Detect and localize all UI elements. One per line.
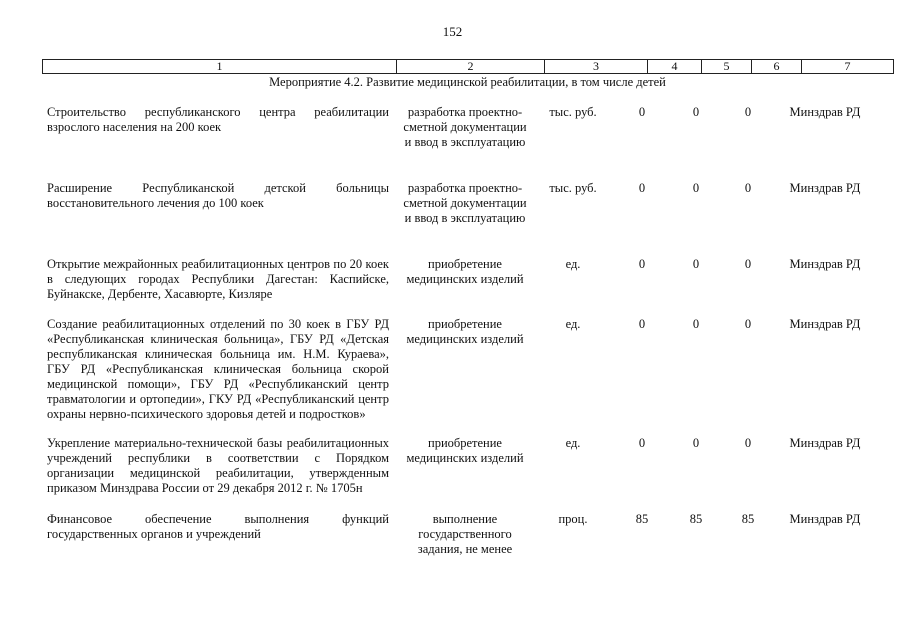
column-header-5: 5 [702, 60, 752, 74]
unit: ед. [565, 257, 581, 271]
column-header-1: 1 [43, 60, 397, 74]
indicator-name: приобретение медицинских изделий [406, 436, 524, 465]
column-header-2: 2 [397, 60, 545, 74]
value-col-5: 85 [689, 512, 703, 526]
unit: проц. [558, 512, 588, 526]
page-number: 152 [442, 24, 463, 39]
value-col-4: 0 [638, 181, 646, 195]
executor: Минздрав РД [789, 436, 861, 450]
value-col-4: 0 [638, 257, 646, 271]
value-col-5: 0 [692, 317, 700, 331]
value-col-4: 0 [638, 105, 646, 119]
measure-name: Открытие межрайонных реабилитационных центров по 20 коек в следующих городах Республики Дагестан: Каспийске, Буйнакске, Дербенте, Хасавюрте, Кизляре [47, 257, 389, 301]
value-col-6: 0 [744, 436, 752, 450]
measure-name: Строительство республиканского центра реабилитации взрослого населения на 200 коек [47, 105, 389, 134]
indicator-name: приобретение медицинских изделий [406, 257, 524, 286]
executor: Минздрав РД [789, 105, 861, 119]
value-col-5: 0 [692, 436, 700, 450]
indicator-name: разработка проектно-сметной документации и ввод в эксплуатацию [403, 105, 527, 149]
unit: ед. [565, 317, 581, 331]
column-header-3: 3 [545, 60, 648, 74]
unit: тыс. руб. [549, 181, 597, 195]
value-col-6: 0 [744, 257, 752, 271]
value-col-6: 0 [744, 105, 752, 119]
value-col-4: 0 [638, 317, 646, 331]
indicator-name: разработка проектно-сметной документации и ввод в эксплуатацию [403, 181, 527, 225]
value-col-5: 0 [692, 257, 700, 271]
unit: тыс. руб. [549, 105, 597, 119]
value-col-6: 0 [744, 181, 752, 195]
column-header-4: 4 [648, 60, 702, 74]
executor: Минздрав РД [789, 317, 861, 331]
value-col-6: 0 [744, 317, 752, 331]
unit: ед. [565, 436, 581, 450]
value-col-5: 0 [692, 181, 700, 195]
section-title: Мероприятие 4.2. Развитие медицинской реабилитации, в том числе детей [269, 75, 666, 89]
value-col-5: 0 [692, 105, 700, 119]
column-header-7: 7 [802, 60, 894, 74]
measure-name: Создание реабилитационных отделений по 30 коек в ГБУ РД «Республиканская клиническая больница», ГБУ РД «Детская республиканская клиническая больница им. Н.М. Кураева», ГБУ РД «Республиканская клиническая больница скорой медицинской помощи», ГБУ РД «Республиканский центр травматологии и ортопедии», ГКУ РД «Республиканский центр охраны нервно-психического здоровья детей и подростков» [47, 317, 389, 421]
value-col-4: 85 [635, 512, 649, 526]
measure-name: Расширение Республиканской детской больницы восстановительного лечения до 100 коек [47, 181, 389, 210]
value-col-6: 85 [741, 512, 755, 526]
indicator-name: приобретение медицинских изделий [406, 317, 524, 346]
column-header-6: 6 [752, 60, 802, 74]
executor: Минздрав РД [789, 181, 861, 195]
value-col-4: 0 [638, 436, 646, 450]
column-number-header [42, 59, 894, 74]
measure-name: Финансовое обеспечение выполнения функций государственных органов и учреждений [47, 512, 389, 541]
indicator-name: выполнение государственного задания, не менее [417, 512, 513, 556]
executor: Минздрав РД [789, 257, 861, 271]
executor: Минздрав РД [789, 512, 861, 526]
measure-name: Укрепление материально-технической базы реабилитационных учреждений республики в соответствии с Порядком организации медицинской реабилитации, утвержденным приказом Минздрава России от 29 декабря 2012 г. № 1705н [47, 436, 389, 495]
